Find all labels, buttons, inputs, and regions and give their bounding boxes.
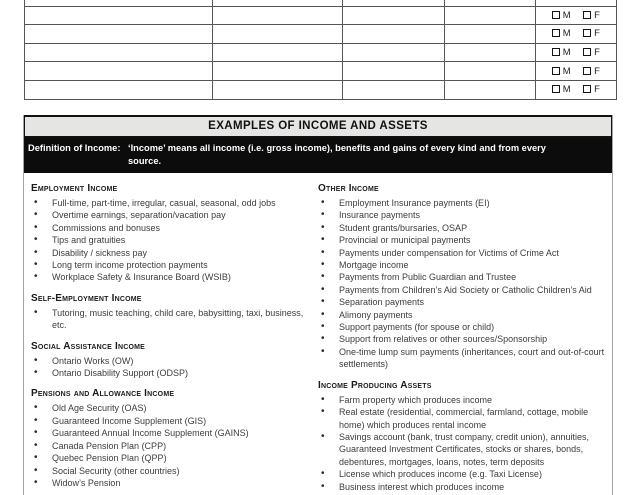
gender-cell [536,62,617,81]
checkbox-icon[interactable] [552,48,560,56]
income-column-left [31,174,318,493]
income-assets-section [23,115,613,495]
table-row [25,80,617,99]
checkbox-female[interactable] [583,10,600,21]
list-item: • Guaranteed Income Supplement (GIS) [33,415,308,427]
list-item: • Ontario Disability Support (ODSP) [33,367,308,379]
list-item: • Alimony payments [320,309,606,321]
list-item: • Overtime earnings, separation/vacation pay [33,209,308,221]
checkbox-male-label: M [562,9,572,21]
checkbox-female-label: F [594,65,601,77]
checkbox-icon[interactable] [583,29,591,37]
checkbox-icon[interactable] [552,29,560,37]
blank-field-cell [445,62,536,81]
list-item: • Business interest which produces income [320,481,606,493]
blank-field-cell [445,43,536,62]
checkbox-icon[interactable] [583,11,591,19]
definition-bar [24,138,612,173]
checkbox-female-label: F [594,9,601,21]
checkbox-female-label: F [594,84,601,96]
checkbox-icon[interactable] [583,67,591,75]
income-group-list [318,394,606,493]
blank-field-cell [343,62,445,81]
list-item: • Commissions and bonuses [33,222,308,234]
income-group-heading: Self-Employment Income [31,292,142,304]
gender-table [24,0,617,100]
income-group-heading: Social Assistance Income [31,340,146,352]
blank-field-cell [445,6,536,25]
checkbox-female[interactable] [583,47,600,58]
blank-field-cell [343,43,445,62]
list-item: • Guaranteed Annual Income Supplement (GAINS) [33,427,308,439]
gender-cell [536,43,617,62]
list-item: • License which produces income (e.g. Taxi License) [320,468,606,480]
checkbox-female-label: F [594,28,601,40]
table-row [25,25,617,44]
checkbox-male-label: M [562,65,572,77]
section-title: EXAMPLES OF INCOME AND ASSETS [24,115,612,138]
income-group-list [31,307,308,332]
list-item: • Tips and gratuities [33,234,308,246]
checkbox-icon[interactable] [552,85,560,93]
list-item: • Farm property which produces income [320,394,606,406]
gender-cell [536,25,617,44]
list-item: • Widow’s Pension [33,477,308,489]
checkbox-icon[interactable] [583,48,591,56]
blank-field-cell [343,25,445,44]
blank-field-cell [343,80,445,99]
income-group-list [31,355,308,380]
income-group-list [31,402,308,489]
definition-text: ‘Income’ means all income (i.e. gross income), benefits and gains of every kind and from every source. [128,143,546,166]
blank-field-cell [213,62,343,81]
list-item: • Payments under compensation for Victims of Crime Act [320,247,606,259]
blank-field-cell [213,80,343,99]
list-item: • Old Age Security (OAS) [33,402,308,414]
list-item: • Long term income protection payments [33,259,308,271]
blank-field-cell [445,25,536,44]
income-group-list [31,197,308,284]
checkbox-male-label: M [562,28,572,40]
blank-field-cell [25,43,213,62]
income-group-list [318,197,606,371]
list-item: • Tutoring, music teaching, child care, babysitting, taxi, business, etc. [33,307,308,332]
list-item: • One-time lump sum payments (inheritances, court and out-of-court settlements) [320,346,606,371]
definition-label: Definition of Income: [28,143,121,153]
checkbox-male[interactable] [552,47,571,58]
blank-field-cell [25,25,213,44]
gender-cell [536,6,617,25]
blank-field-cell [445,80,536,99]
blank-field-cell [25,62,213,81]
income-group-heading: Pensions and Allowance Income [31,388,175,400]
list-item: • Support from relatives or other sources/Sponsorship [320,333,606,345]
list-item: • Mortgage income [320,259,606,271]
checkbox-male[interactable] [552,66,571,77]
list-item: • Payments from Children’s Aid Society or Catholic Children’s Aid [320,284,606,296]
list-item: • Workplace Safety & Insurance Board (WSIB) [33,271,308,283]
list-item: • Full-time, part-time, irregular, casual, seasonal, odd jobs [33,197,308,209]
checkbox-female[interactable] [583,84,600,95]
checkbox-icon[interactable] [552,67,560,75]
list-item: • Social Security (other countries) [33,465,308,477]
list-item: • Savings account (bank, trust company, credit union), annuities, Guaranteed Investment Certificates, stocks or shares, bonds, debentures, mortgages, loans, notes, term deposits [320,431,606,468]
checkbox-male[interactable] [552,10,571,21]
income-group-heading: Income Producing Assets [318,379,432,391]
checkbox-male[interactable] [552,28,571,39]
gender-table-body [25,0,617,99]
income-column-right [318,174,610,493]
blank-field-cell [213,43,343,62]
income-columns [24,173,612,493]
checkbox-male[interactable] [552,84,571,95]
blank-field-cell [213,25,343,44]
table-row [25,62,617,81]
table-row [25,6,617,25]
checkbox-female[interactable] [583,66,600,77]
list-item: • Real estate (residential, commercial, farmland, cottage, mobile home) which produces rental income [320,406,606,431]
list-item: • Ontario Works (OW) [33,355,308,367]
income-group-heading: Other Income [318,183,379,194]
list-item: • Payments from Public Guardian and Trustee [320,271,606,283]
checkbox-female[interactable] [583,28,600,39]
blank-field-cell [343,6,445,25]
blank-field-cell [25,6,213,25]
list-item: • Disability / sickness pay [33,247,308,259]
checkbox-female-label: F [594,47,601,59]
list-item: • Student grants/bursaries, OSAP [320,222,606,234]
list-item: • Support payments (for spouse or child) [320,321,606,333]
income-group-heading: Employment Income [31,183,118,194]
blank-field-cell [25,80,213,99]
gender-cell [536,80,617,99]
checkbox-male-label: M [562,84,572,96]
list-item: • Insurance payments [320,209,606,221]
table-row [25,43,617,62]
checkbox-icon[interactable] [583,85,591,93]
list-item: • Provincial or municipal payments [320,234,606,246]
checkbox-male-label: M [562,47,572,59]
checkbox-icon[interactable] [552,11,560,19]
list-item: • Quebec Pension Plan (QPP) [33,452,308,464]
list-item: • Canada Pension Plan (CPP) [33,440,308,452]
blank-field-cell [213,6,343,25]
list-item: • Separation payments [320,296,606,308]
list-item: • Employment Insurance payments (EI) [320,197,606,209]
